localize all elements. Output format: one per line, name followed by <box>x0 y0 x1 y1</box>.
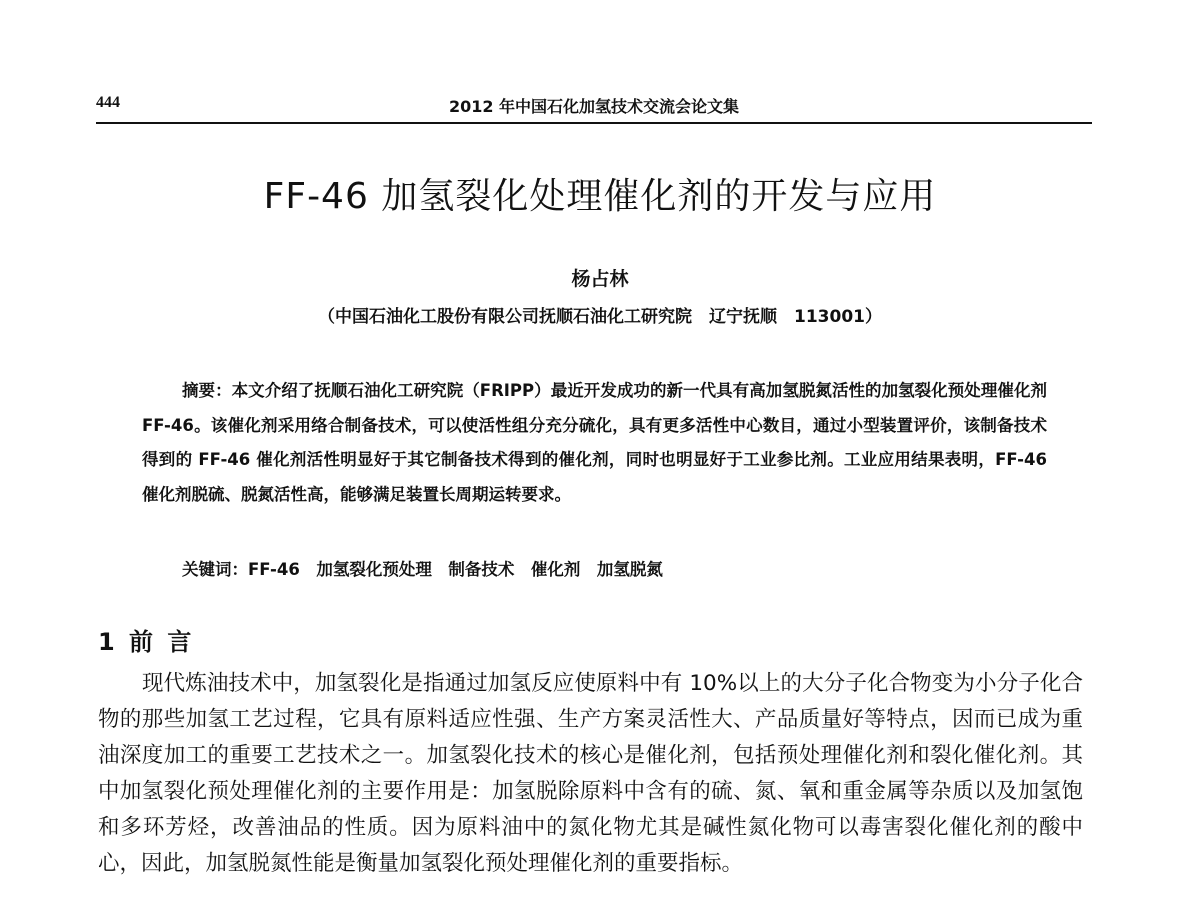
running-header <box>96 92 1092 124</box>
introduction-paragraph: 现代炼油技术中，加氢裂化是指通过加氢反应使原料中有 10%以上的大分子化合物变为小分子化合物的那些加氢工艺过程，它具有原料适应性强、生产方案灵活性大、产品质量好等特点，因而已成为重油深度加工的重要工艺技术之一。加氢裂化技术的核心是催化剂，包括预处理催化剂和裂化催化剂。其中加氢裂化预处理催化剂的主要作用是：加氢脱除原料中含有的硫、氮、氧和重金属等杂质以及加氢饱和多环芳烃，改善油品的性质。因为原料油中的氮化物尤其是碱性氮化物可以毒害裂化催化剂的酸中心，因此，加氢脱氮性能是衡量加氢裂化预处理催化剂的重要指标。 <box>98 671 1083 876</box>
author-affiliation: （中国石油化工股份有限公司抚顺石油化工研究院 辽宁抚顺 113001） <box>318 307 882 327</box>
keywords: 关键词：FF-46 加氢裂化预处理 制备技术 催化剂 加氢脱氮 <box>182 560 663 579</box>
paper-title: FF-46 加氢裂化处理催化剂的开发与应用 <box>263 176 937 217</box>
author-name: 杨占林 <box>571 268 629 290</box>
section-heading-introduction: 1 前 言 <box>98 628 195 656</box>
journal-title: 2012 年中国石化加氢技术交流会论文集 <box>448 97 740 116</box>
abstract: 摘要：本文介绍了抚顺石油化工研究院（FRIPP）最近开发成功的新一代具有高加氢脱氮活性的加氢裂化预处理催化剂 FF-46。该催化剂采用络合制备技术，可以使活性组分充分硫化，具有更多活性中心数目，通过小型装置评价，该制备技术得到的 FF-46 催化剂活性明显好于其它制备技术得到的催化剂，同时也明显好于工业参比剂。工业应用结果表明，FF-46 催化剂脱硫、脱氮活性高，能够满足装置长周期运转要求。 <box>142 381 1047 504</box>
page-number: 444 <box>96 94 120 111</box>
